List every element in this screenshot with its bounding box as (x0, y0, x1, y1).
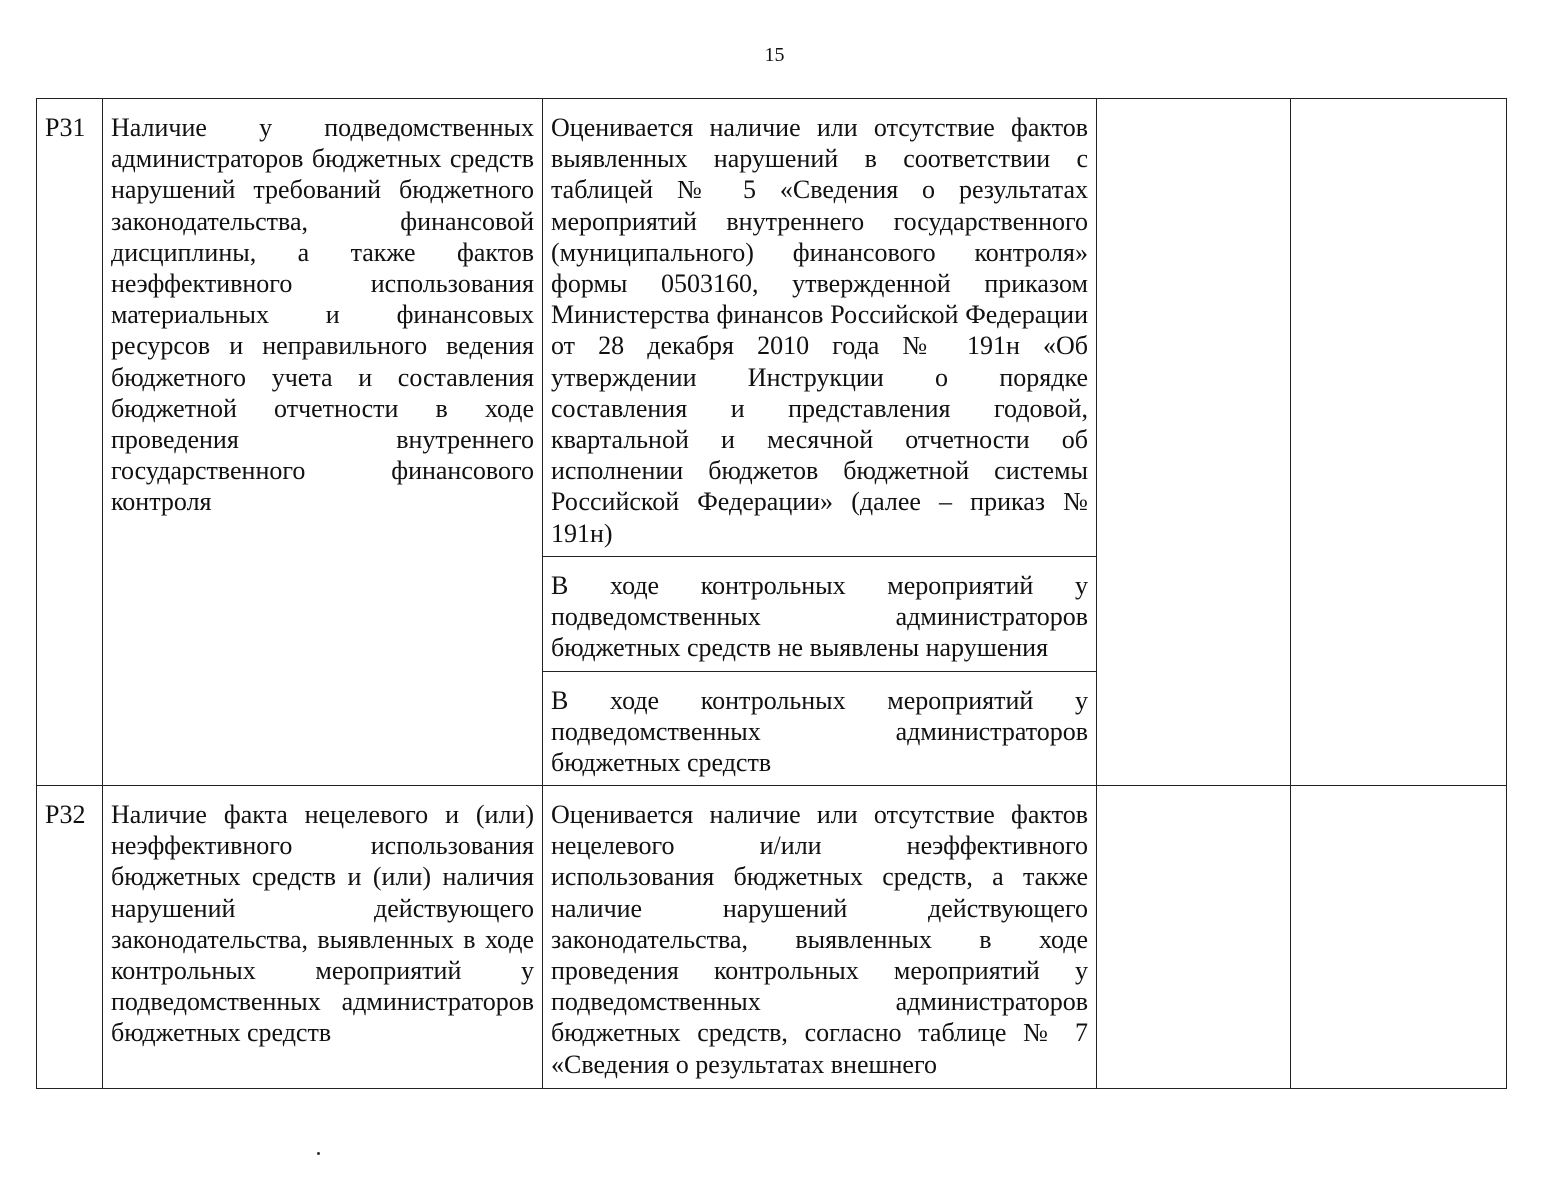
empty-cell (1291, 786, 1507, 1089)
indicator-cell: Наличие факта нецелевого и (или) неэффективного использования бюджетных средств и (или) наличия нарушений действующего законодательства, выявленных в ходе контрольных мероприятий у подведомственных администраторов бюджетных средств (103, 786, 543, 1089)
criteria-cell: Оценивается наличие или отсутствие фактов нецелевого и/или неэффективного использования бюджетных средств, а также наличие нарушений действующего законодательства, выявленных в ходе проведения контрольных мероприятий у подведомственных администраторов бюджетных средств, согласно таблице № 7 «Сведения о результатах внешнего (543, 786, 1097, 1089)
table-row (37, 786, 1507, 1089)
page-number: 15 (764, 44, 785, 66)
criteria-cell: В ходе контрольных мероприятий у подведомственных администраторов бюджетных средств (543, 672, 1097, 786)
empty-cell (1097, 99, 1291, 786)
row-code: Р32 (37, 786, 103, 1089)
criteria-table (36, 98, 1507, 1089)
stray-dot (317, 1152, 320, 1155)
criteria-cell: В ходе контрольных мероприятий у подведомственных администраторов бюджетных средств не выявлены нарушения (543, 557, 1097, 672)
empty-cell (1291, 99, 1507, 786)
table-row (37, 99, 1507, 557)
row-code: Р31 (37, 99, 103, 786)
empty-cell (1097, 786, 1291, 1089)
indicator-cell: Наличие у подведомственных администраторов бюджетных средств нарушений требований бюджетного законодательства, финансовой дисциплины, а также фактов неэффективного использования материальных и финансовых ресурсов и неправильного ведения бюджетного учета и составления бюджетной отчетности в ходе проведения внутреннего государственного финансового контроля (103, 99, 543, 786)
criteria-cell: Оценивается наличие или отсутствие фактов выявленных нарушений в соответствии с таблицей № 5 «Сведения о результатах мероприятий внутреннего государственного (муниципального) финансового контроля» формы 0503160, утвержденной приказом Министерства финансов Российской Федерации от 28 декабря 2010 года № 191н «Об утверждении Инструкции о порядке составления и представления годовой, квартальной и месячной отчетности об исполнении бюджетов бюджетной системы Российской Федерации» (далее – приказ № 191н) (543, 99, 1097, 557)
